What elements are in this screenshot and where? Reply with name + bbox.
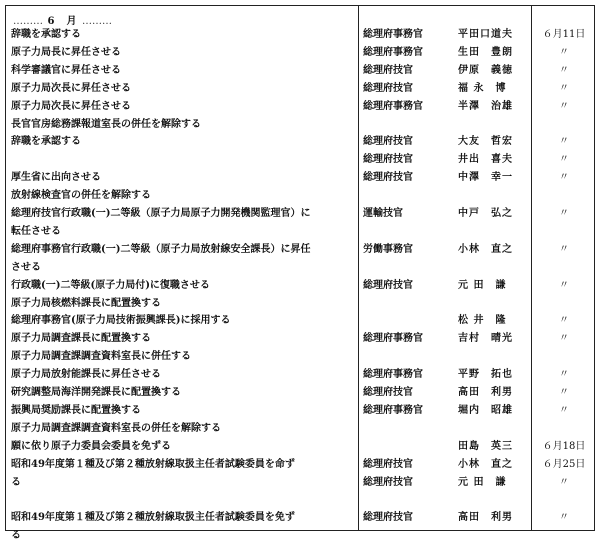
row-post: 総理府技官 (363, 458, 413, 470)
row-date: ６月25日 (542, 458, 586, 470)
row-name: 半澤 治雄 (458, 100, 513, 112)
table-row (0, 527, 600, 545)
row-date: 〃 (559, 333, 569, 345)
row-date: ６月18日 (542, 440, 586, 452)
row-action: 原子力局放射能課長に昇任させる (11, 369, 161, 381)
row-name: 井出 喜夫 (458, 154, 513, 166)
row-name: 元 田 謙 (458, 279, 507, 291)
table-row (0, 98, 600, 116)
row-action: 辞職を承認する (11, 29, 81, 40)
row-action: 昭和49年度第１種及び第２種放射線取扱主任者試験委員を免ず (11, 512, 295, 524)
row-post: 総理府技官 (363, 136, 413, 148)
row-action: 行政職(一)二等級(原子力局付)に復職させる (11, 279, 210, 291)
row-name: 高田 利男 (458, 387, 513, 398)
table-row (0, 366, 600, 384)
row-date: 〃 (559, 512, 569, 524)
row-action: 総理府事務官行政職(一)二等級（原子力局放射線安全課長）に昇任 (11, 243, 311, 255)
row-action: 昭和49年度第１種及び第２種放射線取扱主任者試験委員を命ず (11, 458, 295, 470)
row-post: 労働事務官 (363, 243, 413, 255)
row-date: 〃 (559, 243, 569, 255)
row-post: 総理府事務官 (363, 404, 423, 416)
table-row (0, 509, 600, 527)
row-action: 総理府技官行政職(一)二等級（原子力局原子力開発機関監理官）に (11, 208, 311, 219)
row-name: 大友 哲宏 (458, 136, 513, 148)
table-row (0, 133, 600, 151)
row-name: 高田 利男 (458, 512, 513, 524)
row-post: 総理府技官 (363, 387, 413, 398)
row-action: 原子力局調査課調査資料室長の併任を解除する (11, 422, 221, 434)
row-date: 〃 (559, 369, 569, 381)
table-row (0, 187, 600, 205)
row-post: 総理府技官 (363, 279, 413, 291)
heading-title: 6 月 (47, 16, 78, 27)
row-name: 伊原 義徳 (458, 64, 513, 76)
row-name: 中戸 弘之 (458, 208, 513, 219)
row-post: 総理府事務官 (363, 46, 423, 58)
row-action: 転任させる (11, 225, 61, 237)
row-date: 〃 (559, 154, 569, 166)
row-date: 〃 (559, 208, 569, 219)
row-date: 〃 (559, 64, 569, 76)
row-date: 〃 (559, 387, 569, 398)
table-row (0, 205, 600, 223)
row-action: 総理府事務官(原子力局技術振興課長)に採用する (11, 315, 231, 327)
heading-dash-right: ……… (81, 16, 112, 27)
row-post: 総理府技官 (363, 512, 413, 524)
table-row (0, 438, 600, 456)
row-action: 科学審議官に昇任させる (11, 64, 121, 76)
table-row (0, 259, 600, 277)
table-row (0, 169, 600, 187)
row-action: させる (11, 261, 41, 273)
table-row (0, 474, 600, 492)
row-post: 総理府事務官 (363, 29, 423, 40)
row-action: 振興局奨励課長に配置換する (11, 404, 141, 416)
table-row (0, 312, 600, 330)
table-row (0, 330, 600, 348)
row-post: 総理府技官 (363, 82, 413, 94)
row-post: 総理府事務官 (363, 100, 423, 112)
table-row (0, 456, 600, 474)
heading-dash-left: ……… (13, 16, 43, 27)
row-post: 総理府事務官 (363, 369, 423, 381)
row-name: 生田 豊朗 (458, 46, 513, 58)
row-name: 田島 英三 (458, 440, 513, 452)
table-row (0, 26, 600, 44)
row-post: 総理府技官 (363, 476, 413, 488)
row-action: る (11, 476, 21, 488)
row-action: 長官官房総務課報道室長の併任を解除する (11, 118, 201, 130)
row-name: 吉村 晴光 (458, 333, 513, 345)
row-name: 平田口道夫 (458, 29, 513, 40)
row-name: 小林 直之 (458, 458, 513, 470)
table-row (0, 116, 600, 134)
table-row (0, 44, 600, 62)
row-name: 福 永 博 (458, 82, 507, 94)
table-row (0, 348, 600, 366)
row-action: 放射線検査官の併任を解除する (11, 190, 151, 202)
row-post: 総理府事務官 (363, 333, 423, 345)
table-row (0, 402, 600, 420)
row-action: 研究調整局海洋開発課長に配置換する (11, 387, 181, 398)
row-action: 原子力局核燃料課長に配置換する (11, 297, 161, 309)
row-date: 〃 (559, 136, 569, 148)
row-action: 原子力局長に昇任させる (11, 46, 121, 58)
row-date: 〃 (559, 404, 569, 416)
row-name: 堀内 昭雄 (458, 404, 513, 416)
table-row (0, 384, 600, 402)
table-row (0, 151, 600, 169)
row-action: 原子力局調査課長に配置換する (11, 333, 151, 345)
row-post: 総理府技官 (363, 64, 413, 76)
row-action: 原子力局次長に昇任させる (11, 100, 131, 112)
row-post: 総理府技官 (363, 172, 413, 184)
row-date: 〃 (559, 476, 569, 488)
row-post: 運輸技官 (363, 208, 403, 219)
table-row (0, 420, 600, 438)
month-heading (13, 12, 112, 27)
row-action: 厚生省に出向させる (11, 172, 101, 184)
row-date: 〃 (559, 315, 569, 327)
table-row (0, 277, 600, 295)
row-date: 〃 (559, 100, 569, 112)
row-action: 原子力局調査課調査資料室長に併任する (11, 351, 191, 363)
row-action: 辞職を承認する (11, 136, 81, 148)
table-row (0, 62, 600, 80)
row-date: 〃 (559, 46, 569, 58)
row-action: 原子力局次長に昇任させる (11, 82, 131, 94)
row-post: 総理府技官 (363, 154, 413, 166)
table-row (0, 491, 600, 509)
row-date: 〃 (559, 279, 569, 291)
row-name: 平野 拓也 (458, 369, 513, 381)
table-row (0, 295, 600, 313)
row-date: ６月11日 (542, 29, 586, 40)
row-name: 中澤 幸一 (458, 172, 513, 184)
table-row (0, 223, 600, 241)
row-name: 小林 直之 (458, 243, 513, 255)
row-date: 〃 (559, 82, 569, 94)
row-name: 元 田 謙 (458, 476, 507, 488)
row-date: 〃 (559, 172, 569, 184)
table-row (0, 241, 600, 259)
row-action: る (11, 530, 21, 542)
table-row (0, 80, 600, 98)
row-name: 松 井 隆 (458, 315, 507, 327)
row-action: 願に依り原子力委員会委員を免ずる (11, 440, 171, 452)
